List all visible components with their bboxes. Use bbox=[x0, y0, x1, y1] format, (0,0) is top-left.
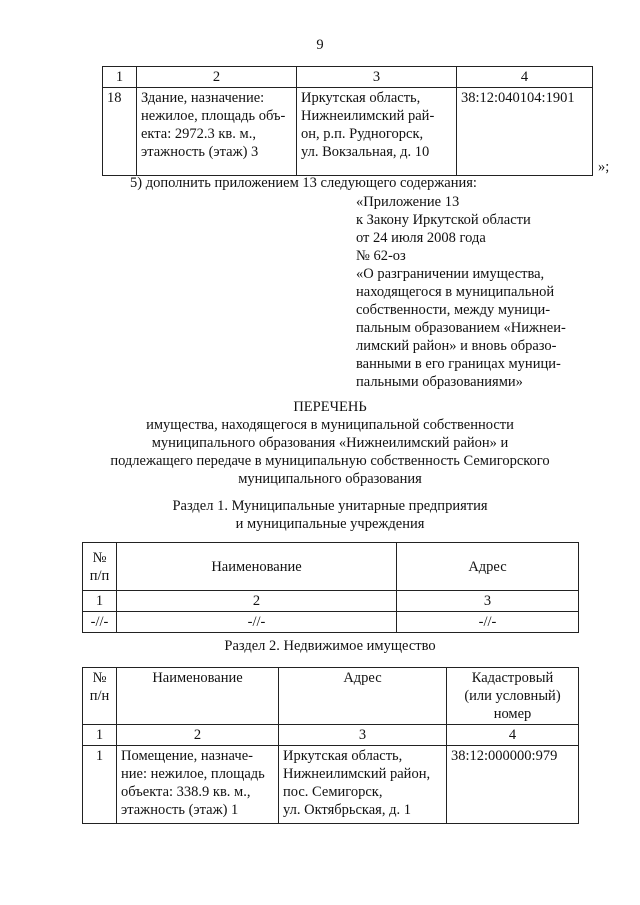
s2-colnum-3: 3 bbox=[279, 725, 447, 746]
top-colnum-4: 4 bbox=[457, 67, 593, 88]
section-1-title-line: и муниципальные учреждения bbox=[235, 516, 425, 532]
list-title-line: муниципального образования bbox=[238, 471, 422, 487]
s1-colnum-1: 1 bbox=[83, 591, 117, 612]
table-row bbox=[103, 88, 593, 176]
row-number: 18 bbox=[103, 88, 137, 176]
object-name: Здание, назначение: нежилое, площадь объ- екта: 2972.3 кв. м., этажность (этаж) 3 bbox=[137, 88, 297, 176]
appendix-line: «Приложение 13 bbox=[356, 194, 460, 210]
section-1-header-row bbox=[83, 543, 579, 591]
header-name: Наименование bbox=[117, 543, 397, 591]
item-5-text: 5) дополнить приложением 13 следующего содержания: bbox=[130, 175, 477, 191]
s2-colnum-2: 2 bbox=[117, 725, 279, 746]
appendix-line: от 24 июля 2008 года bbox=[356, 230, 486, 246]
appendix-header bbox=[356, 193, 626, 391]
header-address: Адрес bbox=[279, 668, 447, 725]
list-title-line: муниципального образования «Нижнеилимский район» и bbox=[151, 435, 509, 451]
object-name: Помещение, назначе- ние: нежилое, площадь объекта: 338.9 кв. м., этажность (этаж) 1 bbox=[117, 746, 279, 824]
appendix-line: собственности, между муници- bbox=[356, 302, 551, 318]
header-address: Адрес bbox=[397, 543, 579, 591]
page-number: 9 bbox=[316, 37, 324, 53]
section-1-title bbox=[40, 497, 620, 533]
list-title-line: имущества, находящегося в муниципальной собственности bbox=[146, 417, 514, 433]
header-name: Наименование bbox=[117, 668, 279, 725]
object-address: Иркутская область, Нижнеилимский рай- он, р.п. Рудногорск, ул. Вокзальная, д. 10 bbox=[297, 88, 457, 176]
s1-colnum-3: 3 bbox=[397, 591, 579, 612]
table-row bbox=[83, 612, 579, 633]
section-2-title: Раздел 2. Недвижимое имущество bbox=[224, 638, 436, 654]
header-number: № п/н bbox=[83, 668, 117, 725]
section-1-colnum-row bbox=[83, 591, 579, 612]
appendix-line: № 62-оз bbox=[356, 248, 406, 264]
list-title-line: подлежащего передаче в муниципальную собственность Семигорского bbox=[110, 453, 550, 469]
section-1-table bbox=[82, 542, 579, 633]
appendix-line: лимский район» и вновь образо- bbox=[356, 338, 557, 354]
cadastral-number: 38:12:000000:979 bbox=[447, 746, 579, 824]
top-colnum-1: 1 bbox=[103, 67, 137, 88]
appendix-line: пальными образованиями» bbox=[356, 374, 523, 390]
header-cadastral: Кадастровый (или условный) номер bbox=[447, 668, 579, 725]
appendix-line: пальным образованием «Нижнеи- bbox=[356, 320, 566, 336]
top-table-colnum-row bbox=[103, 67, 593, 88]
section-2-colnum-row bbox=[83, 725, 579, 746]
closing-quote: »; bbox=[598, 159, 610, 175]
appendix-line: находящегося в муниципальной bbox=[356, 284, 555, 300]
s1-cell-1: -//- bbox=[83, 612, 117, 633]
s2-colnum-1: 1 bbox=[83, 725, 117, 746]
s1-cell-2: -//- bbox=[117, 612, 397, 633]
row-number: 1 bbox=[83, 746, 117, 824]
section-2-header-row bbox=[83, 668, 579, 725]
appendix-line: ванными в его границах муници- bbox=[356, 356, 561, 372]
list-heading: ПЕРЕЧЕНЬ bbox=[293, 399, 367, 415]
appendix-line: к Закону Иркутской области bbox=[356, 212, 531, 228]
header-number: № п/п bbox=[83, 543, 117, 591]
table-row bbox=[83, 746, 579, 824]
s1-colnum-2: 2 bbox=[117, 591, 397, 612]
s1-cell-3: -//- bbox=[397, 612, 579, 633]
cadastral-number: 38:12:040104:1901 bbox=[457, 88, 593, 176]
appendix-line: «О разграничении имущества, bbox=[356, 266, 545, 282]
s2-colnum-4: 4 bbox=[447, 725, 579, 746]
object-address: Иркутская область, Нижнеилимский район, пос. Семигорск, ул. Октябрьская, д. 1 bbox=[279, 746, 447, 824]
top-colnum-3: 3 bbox=[297, 67, 457, 88]
section-2-table bbox=[82, 667, 579, 824]
list-title bbox=[40, 398, 620, 488]
top-table bbox=[102, 66, 593, 176]
top-colnum-2: 2 bbox=[137, 67, 297, 88]
section-1-title-line: Раздел 1. Муниципальные унитарные предприятия bbox=[172, 498, 488, 514]
